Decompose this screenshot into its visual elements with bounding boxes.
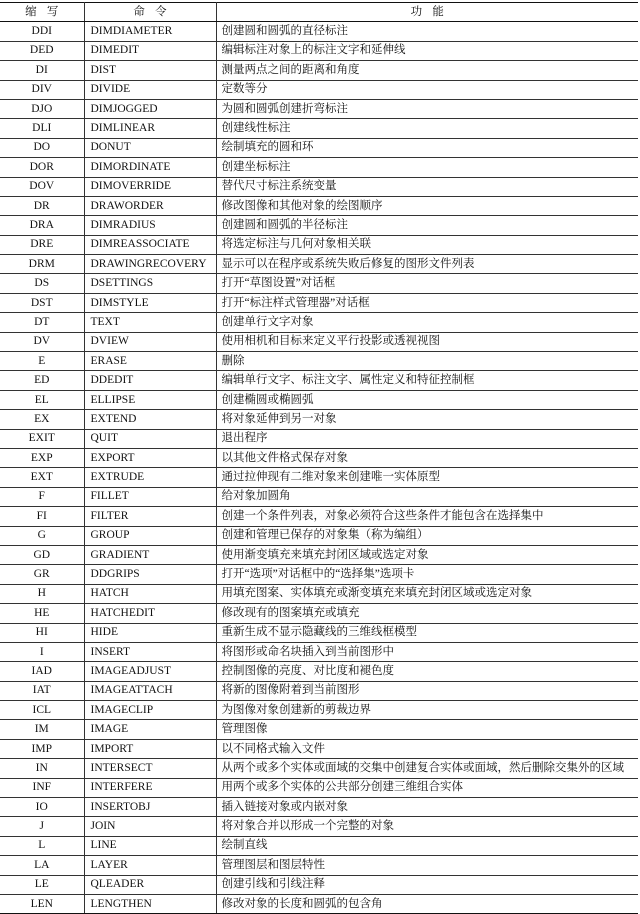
header-function: 功能	[216, 3, 638, 22]
table-row	[0, 798, 638, 817]
abbr-cell: L	[0, 836, 84, 855]
abbr-cell: HE	[0, 604, 84, 623]
abbr-cell: DDI	[0, 22, 84, 41]
abbr-cell: LEN	[0, 894, 84, 913]
command-cell: FILTER	[84, 507, 216, 526]
command-cell: DIMLINEAR	[84, 119, 216, 138]
function-cell: 重新生成不显示隐藏线的三维线框模型	[216, 623, 638, 642]
command-cell: DONUT	[84, 138, 216, 157]
command-cell: DIMDIAMETER	[84, 22, 216, 41]
table-header	[0, 3, 638, 22]
command-abbreviation-table	[0, 2, 638, 914]
command-cell: EXTEND	[84, 410, 216, 429]
command-cell: QLEADER	[84, 875, 216, 894]
table-row	[0, 662, 638, 681]
table-row	[0, 158, 638, 177]
table-row	[0, 856, 638, 875]
header-abbr: 缩写	[0, 3, 84, 22]
table-row	[0, 313, 638, 332]
function-cell: 用填充图案、实体填充或渐变填充来填充封闭区域或选定对象	[216, 584, 638, 603]
abbr-cell: INF	[0, 778, 84, 797]
abbr-cell: F	[0, 487, 84, 506]
table-row	[0, 526, 638, 545]
command-cell: EXPORT	[84, 448, 216, 467]
command-cell: INTERSECT	[84, 759, 216, 778]
table-row	[0, 448, 638, 467]
function-cell: 将选定标注与几何对象相关联	[216, 235, 638, 254]
abbr-cell: DJO	[0, 99, 84, 118]
command-cell: DRAWORDER	[84, 196, 216, 215]
command-cell: EXTRUDE	[84, 468, 216, 487]
command-cell: LINE	[84, 836, 216, 855]
table-row	[0, 487, 638, 506]
abbr-cell: IMP	[0, 739, 84, 758]
function-cell: 将图形或命名块插入到当前图形中	[216, 642, 638, 661]
abbr-cell: EXP	[0, 448, 84, 467]
function-cell: 给对象加圆角	[216, 487, 638, 506]
table-row	[0, 119, 638, 138]
command-cell: DIMSTYLE	[84, 293, 216, 312]
function-cell: 为圆和圆弧创建折弯标注	[216, 99, 638, 118]
abbr-cell: ED	[0, 371, 84, 390]
header-row	[0, 3, 638, 22]
function-cell: 绘制直线	[216, 836, 638, 855]
command-cell: HATCH	[84, 584, 216, 603]
table-row	[0, 759, 638, 778]
abbr-cell: HI	[0, 623, 84, 642]
table-row	[0, 545, 638, 564]
function-cell: 测量两点之间的距离和角度	[216, 61, 638, 80]
command-cell: DSETTINGS	[84, 274, 216, 293]
table-row	[0, 196, 638, 215]
command-cell: DDEDIT	[84, 371, 216, 390]
command-cell: ELLIPSE	[84, 390, 216, 409]
abbr-cell: DS	[0, 274, 84, 293]
table-row	[0, 429, 638, 448]
function-cell: 退出程序	[216, 429, 638, 448]
table-row	[0, 99, 638, 118]
table-row	[0, 836, 638, 855]
abbr-cell: LE	[0, 875, 84, 894]
abbr-cell: IAD	[0, 662, 84, 681]
abbr-cell: EL	[0, 390, 84, 409]
command-cell: IMAGEATTACH	[84, 681, 216, 700]
abbr-cell: DOR	[0, 158, 84, 177]
function-cell: 修改对象的长度和圆弧的包含角	[216, 894, 638, 913]
table-row	[0, 274, 638, 293]
header-command: 命令	[84, 3, 216, 22]
command-cell: DRAWINGRECOVERY	[84, 255, 216, 274]
table-row	[0, 584, 638, 603]
table-row	[0, 875, 638, 894]
abbr-cell: DRE	[0, 235, 84, 254]
function-cell: 从两个或多个实体或面域的交集中创建复合实体或面域，然后删除交集外的区域	[216, 759, 638, 778]
function-cell: 管理图层和图层特性	[216, 856, 638, 875]
abbr-cell: LA	[0, 856, 84, 875]
abbr-cell: EX	[0, 410, 84, 429]
table-row	[0, 80, 638, 99]
command-cell: LENGTHEN	[84, 894, 216, 913]
command-cell: HATCHEDIT	[84, 604, 216, 623]
abbr-cell: GR	[0, 565, 84, 584]
function-cell: 创建圆和圆弧的半径标注	[216, 216, 638, 235]
function-cell: 创建椭圆或椭圆弧	[216, 390, 638, 409]
abbr-cell: GD	[0, 545, 84, 564]
function-cell: 控制图像的亮度、对比度和褪色度	[216, 662, 638, 681]
command-cell: ERASE	[84, 352, 216, 371]
table-row	[0, 817, 638, 836]
table-row	[0, 894, 638, 913]
abbr-cell: IM	[0, 720, 84, 739]
table-row	[0, 739, 638, 758]
table-row	[0, 332, 638, 351]
table-row	[0, 701, 638, 720]
abbr-cell: J	[0, 817, 84, 836]
function-cell: 将对象合并以形成一个完整的对象	[216, 817, 638, 836]
function-cell: 通过拉伸现有二维对象来创建唯一实体原型	[216, 468, 638, 487]
function-cell: 使用相机和目标来定义平行投影或透视视图	[216, 332, 638, 351]
abbr-cell: DED	[0, 41, 84, 60]
table-row	[0, 216, 638, 235]
abbr-cell: DO	[0, 138, 84, 157]
command-cell: JOIN	[84, 817, 216, 836]
function-cell: 插入链接对象或内嵌对象	[216, 798, 638, 817]
command-cell: IMAGEADJUST	[84, 662, 216, 681]
table-row	[0, 255, 638, 274]
function-cell: 创建引线和引线注释	[216, 875, 638, 894]
table-row	[0, 681, 638, 700]
abbr-cell: DST	[0, 293, 84, 312]
table-row	[0, 778, 638, 797]
command-cell: INTERFERE	[84, 778, 216, 797]
abbr-cell: DRM	[0, 255, 84, 274]
command-cell: FILLET	[84, 487, 216, 506]
command-cell: DIMRADIUS	[84, 216, 216, 235]
function-cell: 使用渐变填充来填充封闭区域或选定对象	[216, 545, 638, 564]
table-row	[0, 138, 638, 157]
command-cell: DIMJOGGED	[84, 99, 216, 118]
table-row	[0, 468, 638, 487]
abbr-cell: DT	[0, 313, 84, 332]
function-cell: 打开“草图设置”对话框	[216, 274, 638, 293]
table-row	[0, 642, 638, 661]
abbr-cell: IO	[0, 798, 84, 817]
table-row	[0, 390, 638, 409]
function-cell: 编辑标注对象上的标注文字和延伸线	[216, 41, 638, 60]
abbr-cell: DOV	[0, 177, 84, 196]
function-cell: 编辑单行文字、标注文字、属性定义和特征控制框	[216, 371, 638, 390]
function-cell: 绘制填充的圆和环	[216, 138, 638, 157]
table-row	[0, 507, 638, 526]
command-cell: IMAGECLIP	[84, 701, 216, 720]
abbr-cell: ICL	[0, 701, 84, 720]
command-cell: DIST	[84, 61, 216, 80]
abbr-cell: EXIT	[0, 429, 84, 448]
table-row	[0, 41, 638, 60]
table-row	[0, 720, 638, 739]
command-cell: DIMORDINATE	[84, 158, 216, 177]
command-cell: TEXT	[84, 313, 216, 332]
function-cell: 删除	[216, 352, 638, 371]
command-cell: DDGRIPS	[84, 565, 216, 584]
table-row	[0, 22, 638, 41]
function-cell: 打开“选项”对话框中的“选择集”选项卡	[216, 565, 638, 584]
abbr-cell: I	[0, 642, 84, 661]
table-body	[0, 22, 638, 914]
table-row	[0, 293, 638, 312]
function-cell: 创建圆和圆弧的直径标注	[216, 22, 638, 41]
table-row	[0, 604, 638, 623]
command-cell: GROUP	[84, 526, 216, 545]
command-cell: DIMREASSOCIATE	[84, 235, 216, 254]
abbr-cell: IN	[0, 759, 84, 778]
command-cell: INSERT	[84, 642, 216, 661]
command-cell: INSERTOBJ	[84, 798, 216, 817]
abbr-cell: DIV	[0, 80, 84, 99]
function-cell: 修改图像和其他对象的绘图顺序	[216, 196, 638, 215]
function-cell: 创建和管理已保存的对象集（称为编组）	[216, 526, 638, 545]
abbr-cell: DV	[0, 332, 84, 351]
function-cell: 以其他文件格式保存对象	[216, 448, 638, 467]
abbr-cell: G	[0, 526, 84, 545]
function-cell: 打开“标注样式管理器”对话框	[216, 293, 638, 312]
abbr-cell: EXT	[0, 468, 84, 487]
table-row	[0, 352, 638, 371]
table-row	[0, 61, 638, 80]
command-cell: HIDE	[84, 623, 216, 642]
table-row	[0, 177, 638, 196]
abbr-cell: DLI	[0, 119, 84, 138]
command-cell: GRADIENT	[84, 545, 216, 564]
command-cell: DVIEW	[84, 332, 216, 351]
function-cell: 以不同格式输入文件	[216, 739, 638, 758]
function-cell: 将对象延伸到另一对象	[216, 410, 638, 429]
command-cell: DIMEDIT	[84, 41, 216, 60]
table-row	[0, 565, 638, 584]
table-row	[0, 371, 638, 390]
abbr-cell: E	[0, 352, 84, 371]
function-cell: 创建单行文字对象	[216, 313, 638, 332]
abbr-cell: DRA	[0, 216, 84, 235]
abbr-cell: FI	[0, 507, 84, 526]
function-cell: 显示可以在程序或系统失败后修复的图形文件列表	[216, 255, 638, 274]
command-cell: DIMOVERRIDE	[84, 177, 216, 196]
function-cell: 创建一个条件列表，对象必须符合这些条件才能包含在选择集中	[216, 507, 638, 526]
command-cell: DIVIDE	[84, 80, 216, 99]
table-row	[0, 235, 638, 254]
table-row	[0, 410, 638, 429]
abbr-cell: DR	[0, 196, 84, 215]
function-cell: 将新的图像附着到当前图形	[216, 681, 638, 700]
abbr-cell: IAT	[0, 681, 84, 700]
function-cell: 用两个或多个实体的公共部分创建三维组合实体	[216, 778, 638, 797]
command-cell: IMAGE	[84, 720, 216, 739]
abbr-cell: H	[0, 584, 84, 603]
function-cell: 定数等分	[216, 80, 638, 99]
abbr-cell: DI	[0, 61, 84, 80]
function-cell: 为图像对象创建新的剪裁边界	[216, 701, 638, 720]
command-cell: IMPORT	[84, 739, 216, 758]
function-cell: 替代尺寸标注系统变量	[216, 177, 638, 196]
function-cell: 管理图像	[216, 720, 638, 739]
table-row	[0, 623, 638, 642]
function-cell: 创建线性标注	[216, 119, 638, 138]
command-cell: QUIT	[84, 429, 216, 448]
command-cell: LAYER	[84, 856, 216, 875]
function-cell: 修改现有的图案填充或填充	[216, 604, 638, 623]
function-cell: 创建坐标标注	[216, 158, 638, 177]
